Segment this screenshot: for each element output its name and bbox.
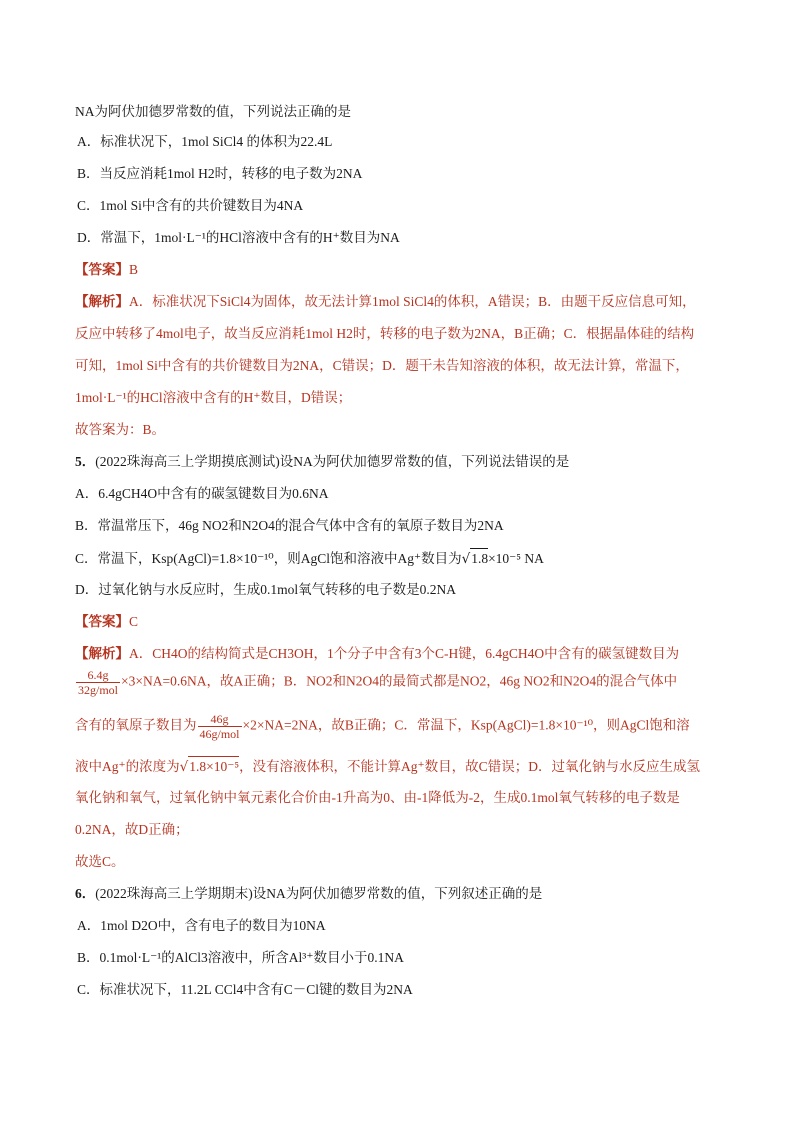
q5-analysis-line-4: 液中Ag⁺的浓度为√1.8×10⁻⁵，没有溶液体积，不能计算Ag⁺数目，故C错误；D．过氧化钠与水反应生成氢 [75,756,700,777]
q4-answer-tag: 【答案】 [75,262,129,277]
fraction-6.4g-over-32g-mol: $\frac{6.4g}{\text{32g/mol}}$ [78,668,119,697]
q6-stem: 设NA为阿伏加德罗常数的值，下列叙述正确的是 [252,886,543,901]
q6-number: 6． [75,886,96,901]
q4-option-c: C．1mol Si中含有的共价键数目为4NA [77,198,304,213]
q4-option-b: B．当反应消耗1mol H2时，转移的电子数为2NA [77,166,363,181]
q5-analysis-line-6: 0.2NA，故D正确； [75,822,189,837]
q4-answer [75,260,138,280]
q5-option-c: C．常温下，Ksp(AgCl)=1.8×10⁻¹⁰，则AgCl饱和溶液中Ag⁺数目为√1.8×10⁻⁵ NA [75,548,544,569]
q4-answer-value: B [129,262,139,277]
q5-analysis-tag: 【解析】 [75,646,129,661]
q6-source: (2022珠海高三上学期期末) [95,886,253,901]
fraction-46g-over-46g-mol: $\frac{46g}{\text{46g/mol}}$ [199,712,240,741]
q5-number: 5． [75,454,96,469]
q5-conclusion: 故选C。 [75,854,125,869]
q6-option-b: B．0.1mol·L⁻¹的AlCl3溶液中，所含Al³⁺数目小于0.1NA [77,950,404,965]
q4-analysis-line-2: 反应中转移了4mol电子，故当反应消耗1mol H2时，转移的电子数为2NA，B正确；C．根据晶体硅的结构 [75,326,695,341]
q4-stem: NA为阿伏加德罗常数的值，下列说法正确的是 [75,104,351,119]
q4-analysis-tag: 【解析】 [75,294,129,309]
q5-analysis-line-5: 氧化钠和氧气，过氧化钠中氧元素化合价由-1升高为0、由-1降低为-2，生成0.1mol氧气转移的电子数是 [75,790,680,805]
q5-option-b: B．常温常压下，46g NO2和N2O4的混合气体中含有的氧原子数目为2NA [75,518,504,533]
q4-option-a: A．标准状况下，1mol SiCl4 的体积为22.4L [77,134,333,149]
q4-analysis-line-1: 【解析】A．标准状况下SiCl4为固体，故无法计算1mol SiCl4的体积，A错误；B．由题干反应信息可知， [75,294,696,309]
q5-answer-tag: 【答案】 [75,614,129,629]
q4-analysis-line-3: 可知，1mol Si中含有的共价键数目为2NA，C错误；D．题干未告知溶液的体积，故无法计算，常温下， [75,358,689,373]
q4-conclusion: 故答案为：B。 [75,422,166,437]
q5-answer-value: C [129,614,139,629]
q5-option-c-sqrt: 1.8 [470,548,488,569]
q5-analysis-line-2: $\frac{6.4g}{\text{32g/mol}}$ ×3×NA=0.6NA，故A正确；B．NO2和N2O4的最简式都是NO2，46g NO2和N2O4的混合气体中 [78,668,678,697]
q5-stem-line [75,452,569,472]
q5-option-d: D．过氧化钠与水反应时，生成0.1mol氧气转移的电子数是0.2NA [75,582,456,597]
sqrt-symbol: √ [179,759,189,775]
q5-answer [75,612,138,632]
q4-option-d: D．常温下，1mol·L⁻¹的HCl溶液中含有的H⁺数目为NA [77,230,400,245]
q5-option-a: A．6.4gCH4O中含有的碳氢键数目为0.6NA [75,486,329,501]
q5-analysis-sqrt: 1.8×10⁻⁵ [188,756,239,777]
q5-analysis-line-1: 【解析】A．CH4O的结构简式是CH3OH，1个分子中含有3个C-H键，6.4gCH4O中含有的碳氢键数目为 [75,646,680,661]
q6-option-a: A．1mol D2O中，含有电子的数目为10NA [77,918,326,933]
sqrt-symbol: √ [461,551,471,567]
q4-analysis-line-4: 1mol·L⁻¹的HCl溶液中含有的H⁺数目，D错误； [75,390,352,405]
q5-analysis-line-3: 含有的氧原子数目为 $\frac{46g}{\text{46g/mol}}$ ×2×NA=2NA，故B正确；C．常温下，Ksp(AgCl)=1.8×10⁻¹⁰，则AgCl饱和溶 [75,712,690,741]
q5-source: (2022珠海高三上学期摸底测试) [95,454,280,469]
q6-option-c: C．标准状况下，11.2L CCl4中含有C－Cl键的数目为2NA [77,982,413,997]
q5-stem: 设NA为阿伏加德罗常数的值，下列说法错误的是 [279,454,570,469]
q6-stem-line [75,884,542,904]
